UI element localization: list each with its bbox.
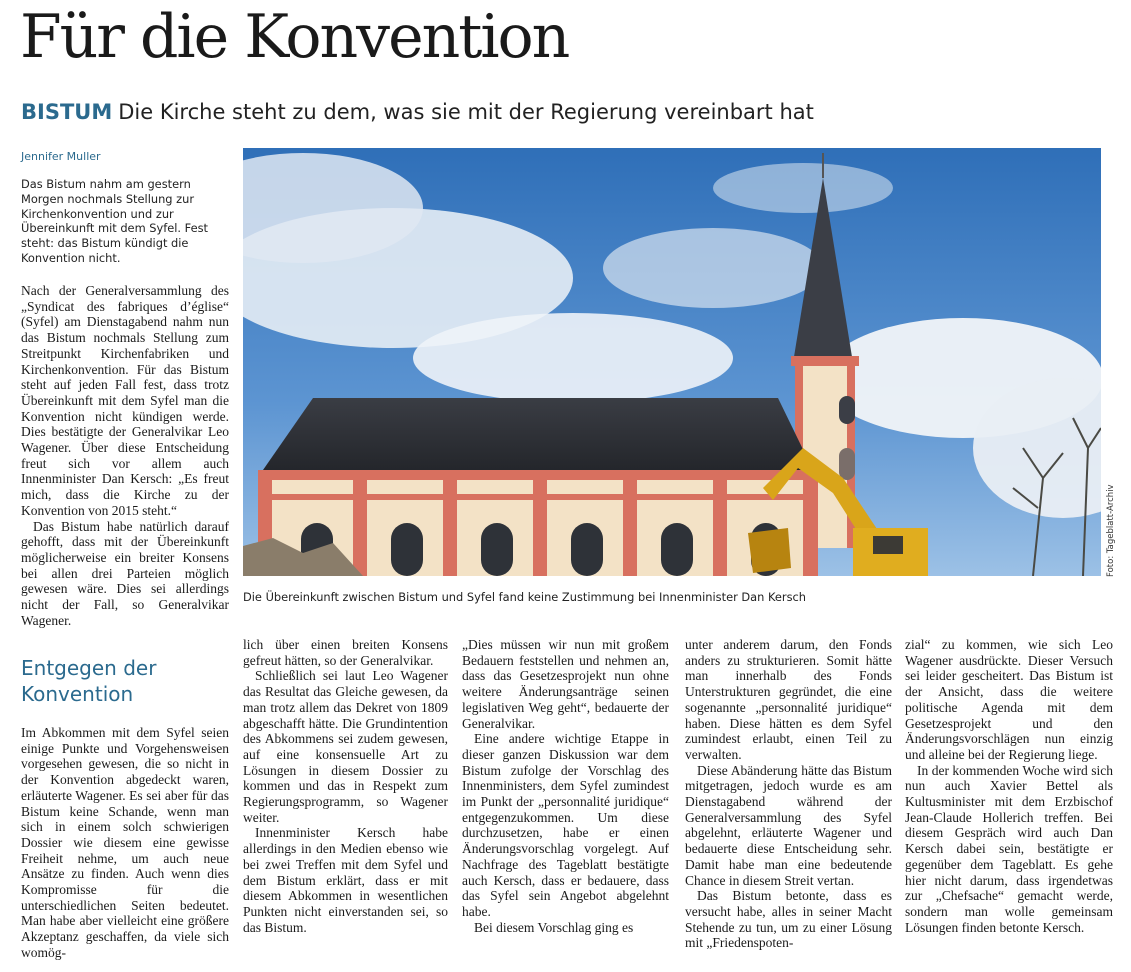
paragraph: Bei diesem Vorschlag ging es [474,919,634,935]
paragraph: In der kommenden Woche wird sich nun auch Xavier Bettel als Kultusminister mit dem Erzbischof Jean-Claude Hollerich treffen. Bei diesem Gespräch wird auch Dan Kersch dabei sein, bestätigte er gegenüber dem Tageblatt. Es gehe hier nicht darum, dass irgendetwas zur „Chefsache“ gemacht werde, sondern man wolle gemeinsam Lösungen finden betonte Kersch. [905,762,1113,935]
subheadline-text: Die Kirche steht zu dem, was sie mit der Regierung vereinbart hat [118,100,814,124]
body-column-3 [462,637,669,935]
kicker-label: BISTUM [21,100,113,124]
church-illustration [243,148,1101,576]
paragraph: zial“ zu kommen, wie sich Leo Wagener ausdrückte. Dieser Versuch sei leider gescheitert. Das Bistum ist der Ansicht, dass die weitere politische Agenda mit dem Gesetzesprojekt und den Änderungsvorschlägen nun einzig und alleine bei der Regierung liege. [905,637,1113,762]
paragraph: unter anderem darum, den Fonds anders zu strukturieren. Somit hätte man innerhalb des Fonds Unterstrukturen gegründet, die eine sogenannte „personnalité juridique“ haben. Diese hätten es dem Syfel zumindest erlaubt, einen Teil zu verwalten. [685,637,892,762]
paragraph: Nach der Generalversammlung des „Syndicat des fabriques d’église“ (Syfel) am Dienstagabend nahm nun das Bistum nochmals Stellung zum Streitpunkt Kirchenfabriken und Kirchenkonvention. Für das Bistum steht auf jeden Fall fest, dass trotz Übereinkunft mit dem Syfel man die Konvention nicht kündigen werde. Dies bestätigte der Generalvikar Leo Wagener. Über diese Entscheidung freut sich vor allem auch Innenminister Dan Kersch: „Es freut mich, dass die Kirche zu der Konvention von 2015 steht.“ [21,283,229,518]
body-column-1-top [21,283,229,628]
paragraph: Schließlich sei laut Leo Wagener das Resultat das Gleiche gewesen, da man trotz allem das Dekret von 1809 abgeschafft hätte. Die Grundintention des Abkommens sei zudem gewesen, auf eine konsensuelle Art zu Lösungen in diesem Dossier zu kommen und das in Respekt zum Regierungsprogramm, so Wagener weiter. [243,668,448,825]
paragraph: „Dies müssen wir nun mit großem Bedauern feststellen und nehmen an, dass das Gesetzesprojekt nun ohne weitere Änderungsanträge seinen legislativen Weg geht“, bedauerte der Generalvikar. [462,637,669,731]
paragraph: Diese Abänderung hätte das Bistum mitgetragen, jedoch wurde es am Dienstagabend während der Generalversammlung des Syfel abgelehnt, erläuterte Wagener und bedauerte diese Entscheidung sehr. Damit habe man eine bedeutende Chance in diesem Streit vertan. [685,762,892,888]
body-column-4 [685,637,892,951]
paragraph: Innenminister Kersch habe allerdings in den Medien ebenso wie bei zwei Treffen mit dem Syfel und dem Bistum erklärt, dass er mit diesem Abkommen in wesentlichen Punkten nicht einverstanden sei, so das Bistum. [243,825,448,935]
photo-caption: Die Übereinkunft zwischen Bistum und Syfel fand keine Zustimmung bei Innenminister Dan Kersch [243,590,806,604]
author-byline: Jennifer Muller [21,150,101,163]
paragraph: lich über einen breiten Konsens gefreut hätten, so der Generalvikar. [243,637,448,668]
section-subhead: Entgegen der Konvention [21,656,157,706]
article-subheadline [21,100,814,124]
paragraph: Das Bistum betonte, dass es versucht habe, alles in seiner Macht Stehende zu tun, um zu einer Lösung mit „Friedenspoten- [685,888,892,951]
article-lead: Das Bistum nahm am gestern Morgen nochmals Stellung zur Kirchenkonvention und zur Übereinkunft mit dem Syfel. Fest steht: das Bistum kündigt die Konvention nicht. [21,177,209,265]
paragraph: Im Abkommen mit dem Syfel seien einige Punkte und Vorgehensweisen vorgesehen gewesen, die so nicht in der Konvention abgedeckt waren, erläuterte Wagener. Es sei aber für das Bistum keine Schande, wenn man sich in einem solch schwierigen Dossier wie diesem eine gewisse Freiheit nehme, um auch neue Ansätze zu finden. Auch wenn dies Kompromisse für die unterschiedlichen Seiten bedeutet. Man habe aber vielleicht eine größere Akzeptanz geschaffen, da viele sich womög- [21,725,229,960]
paragraph: Das Bistum habe natürlich darauf gehofft, dass mit der Übereinkunft möglicherweise ein breiter Konsens bei allen drei Parteien möglich gewesen wäre. Dies sei allerdings nicht der Fall, so Generalvikar Wagener. [21,518,229,628]
body-column-1-bottom [21,725,229,961]
body-column-2 [243,637,448,935]
article-headline: Für die Konvention [20,2,569,72]
body-column-5 [905,637,1113,935]
paragraph: Eine andere wichtige Etappe in dieser ganzen Diskussion war dem Bistum zufolge der Vorschlag des Innenministers, dem Syfel zumindest im Punkt der „personnalité juridique“ entgegenzukommen. Um diese durchzusetzen, habe er einen Änderungsvorschlag vorgelegt. Auf Nachfrage des Tageblatt bestätigte auch Kersch, dass er bedauere, dass das Syfel sein Angebot abgelehnt habe. [462,731,669,919]
church-photo [243,148,1101,576]
photo-credit: Foto: Tageblatt-Archiv [1106,484,1116,577]
